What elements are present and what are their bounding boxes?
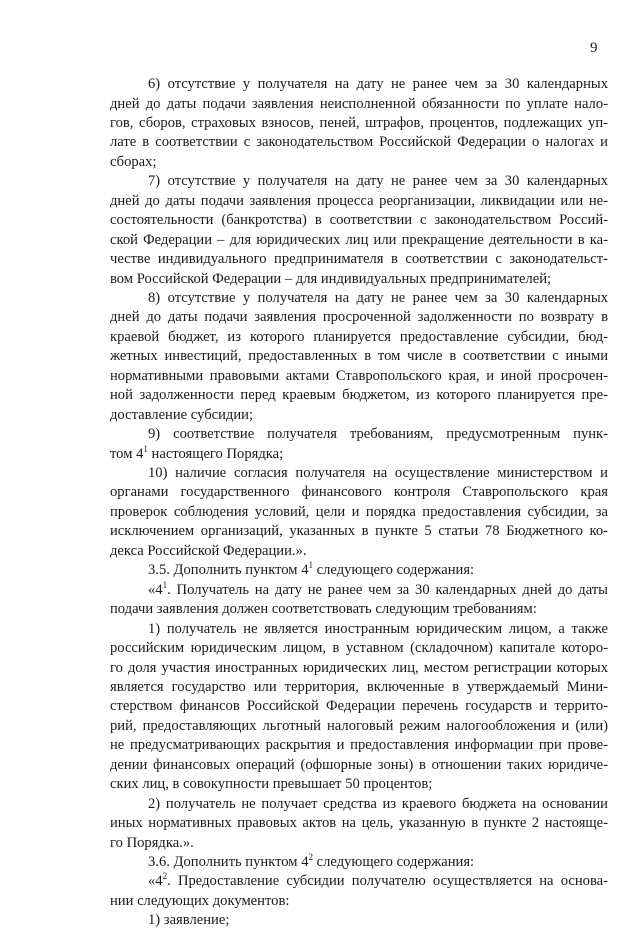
line-text: 1) заявление; xyxy=(148,912,230,929)
text-line xyxy=(110,716,608,737)
text-line xyxy=(110,735,608,756)
text-line xyxy=(110,307,608,328)
text-line xyxy=(148,424,608,445)
line-text: сборах; xyxy=(110,153,157,170)
line-text-after: . Получатель на дату не ранее чем за 30 календарных дней до даты xyxy=(167,581,608,598)
superscript: 2 xyxy=(162,871,168,882)
text-line xyxy=(110,346,608,367)
text-line xyxy=(110,269,551,290)
line-text: 2) получатель не получает средства из краевого бюджета на основании xyxy=(148,795,608,812)
line-text-after: настоящего Порядка; xyxy=(147,445,284,462)
line-text: 6) отсутствие у получателя на дату не ранее чем за 30 календарных xyxy=(148,76,608,92)
text-line xyxy=(148,871,608,892)
line-text: «4 xyxy=(148,581,163,598)
line-text: 3.6. Дополнить пунктом 4 xyxy=(148,854,309,870)
line-text: дении финансовых операций (офшорные зоны) в отношении таких юридиче- xyxy=(110,756,608,773)
page-number: 9 xyxy=(590,40,598,56)
text-line xyxy=(148,288,608,309)
text-line xyxy=(110,696,608,717)
line-text: том 4 xyxy=(110,445,144,462)
line-text: честве индивидуального предпринимателя в соответствии с законодательст- xyxy=(110,251,608,267)
text-line xyxy=(148,171,608,192)
line-text: органами государственного финансового контроля Ставропольского края xyxy=(110,484,608,501)
line-text: 10) наличие согласия получателя на осуществление министерством и xyxy=(148,465,608,481)
line-text: 7) отсутствие у получателя на дату не ранее чем за 30 календарных xyxy=(148,173,608,190)
line-text: дней до даты подачи заявления процесса реорганизации, ликвидации или не- xyxy=(110,192,608,209)
text-line xyxy=(110,774,432,795)
superscript: 1 xyxy=(162,579,168,590)
text-line xyxy=(110,210,608,231)
line-text: дней до даты подачи заявления просроченной задолженности по возврату в xyxy=(110,309,608,326)
text-line xyxy=(110,230,608,251)
text-line xyxy=(110,94,608,115)
text-line xyxy=(110,366,608,387)
text-line xyxy=(110,482,608,503)
line-text: является государство или территория, включенные в утверждаемый Мини- xyxy=(110,678,608,695)
line-text: доставление субсидии; xyxy=(110,406,254,423)
line-text: стерством финансов Российской Федерации перечень государств и террито- xyxy=(110,698,608,715)
text-line xyxy=(110,113,608,134)
line-text: российским юридическим лицом, в уставном (складочном) капитале которо- xyxy=(110,640,608,656)
line-text: жетных инвестиций, предоставленных в том числе в соответствии с иными xyxy=(110,348,608,365)
text-line xyxy=(110,599,537,620)
text-line xyxy=(110,385,608,406)
line-text: нии следующих документов: xyxy=(110,892,290,909)
line-text: ской Федерации – для юридических лиц или прекращение деятельности в ка- xyxy=(110,231,608,248)
text-line xyxy=(110,833,194,854)
line-text-after: . Предоставление субсидии получателю осуществляется на основа- xyxy=(167,873,608,890)
line-text: краевой бюджет, из которого планируется предоставление субсидии, бюд- xyxy=(110,328,608,345)
text-line xyxy=(110,249,608,270)
text-line xyxy=(110,405,253,426)
line-text: 3.5. Дополнить пунктом 4 xyxy=(148,562,309,579)
line-text: гов, сборов, страховых взносов, пеней, штрафов, процентов, подлежащих уп- xyxy=(110,114,608,131)
line-text-after: следующего содержания: xyxy=(313,562,475,579)
text-line xyxy=(110,541,307,562)
text-line xyxy=(110,502,608,523)
line-text: проверок соблюдения условий, цели и порядка предоставления субсидии, за xyxy=(110,503,608,520)
text-line xyxy=(148,619,608,640)
line-text-after: следующего содержания: xyxy=(313,854,475,870)
line-text: дней до даты подачи заявления неисполненной обязанности по уплате нало- xyxy=(110,95,608,112)
line-text: ной задолженности перед краевым бюджетом, из которого планируется пре- xyxy=(110,387,608,404)
line-text: не предусматривающих раскрытия и предоставления информации при прове- xyxy=(110,737,608,754)
line-text: иных нормативных правовых актов на цель, указанную в пункте 2 настояще- xyxy=(110,815,608,832)
line-text: нормативными правовыми актами Ставропольского края, и иной просрочен- xyxy=(110,367,608,384)
text-line xyxy=(110,132,608,153)
superscript: 1 xyxy=(308,560,313,571)
text-line xyxy=(148,463,608,484)
line-text: вом Российской Федерации – для индивидуальных предпринимателей; xyxy=(110,270,552,287)
text-line xyxy=(110,327,608,348)
line-text: ских лиц, в совокупности превышает 50 процентов; xyxy=(110,776,433,793)
text-line xyxy=(110,813,608,834)
text-line xyxy=(110,755,608,776)
text-line xyxy=(110,638,608,659)
line-text: подачи заявления должен соответствовать следующим требованиям: xyxy=(110,601,537,618)
superscript: 1 xyxy=(143,443,148,454)
line-text: лате в соответствии с законодательством Российской Федерации о налогах и xyxy=(110,134,608,151)
text-line xyxy=(148,580,608,601)
text-line xyxy=(110,891,289,912)
text-line xyxy=(148,910,229,931)
text-line xyxy=(148,852,474,873)
text-line xyxy=(110,521,608,542)
text-line xyxy=(110,444,283,465)
line-text: декса Российской Федерации.». xyxy=(110,542,307,559)
text-line xyxy=(110,677,608,698)
line-text: «4 xyxy=(148,873,163,890)
text-line xyxy=(148,560,474,581)
text-line xyxy=(148,74,608,95)
line-text: 8) отсутствие у получателя на дату не ранее чем за 30 календарных xyxy=(148,289,608,306)
line-text: исключением организаций, указанных в пункте 5 статьи 78 Бюджетного ко- xyxy=(110,523,608,540)
line-text: го Порядка.». xyxy=(110,834,194,851)
superscript: 2 xyxy=(308,852,313,862)
text-line xyxy=(110,152,157,173)
text-line xyxy=(110,658,608,679)
line-text: состоятельности (банкротства) в соответствии с законодательством Россий- xyxy=(110,212,608,229)
line-text: 1) получатель не является иностранным юридическим лицом, а также xyxy=(148,620,608,637)
text-line xyxy=(110,191,608,212)
line-text: рий, предоставляющих льготный налоговый режим налогообложения и (или) xyxy=(110,717,608,734)
line-text: го доля участия иностранных юридических лиц, местом регистрации которых xyxy=(110,659,608,676)
line-text: 9) соответствие получателя требованиям, предусмотренным пунк- xyxy=(148,426,608,443)
text-line xyxy=(148,794,608,815)
